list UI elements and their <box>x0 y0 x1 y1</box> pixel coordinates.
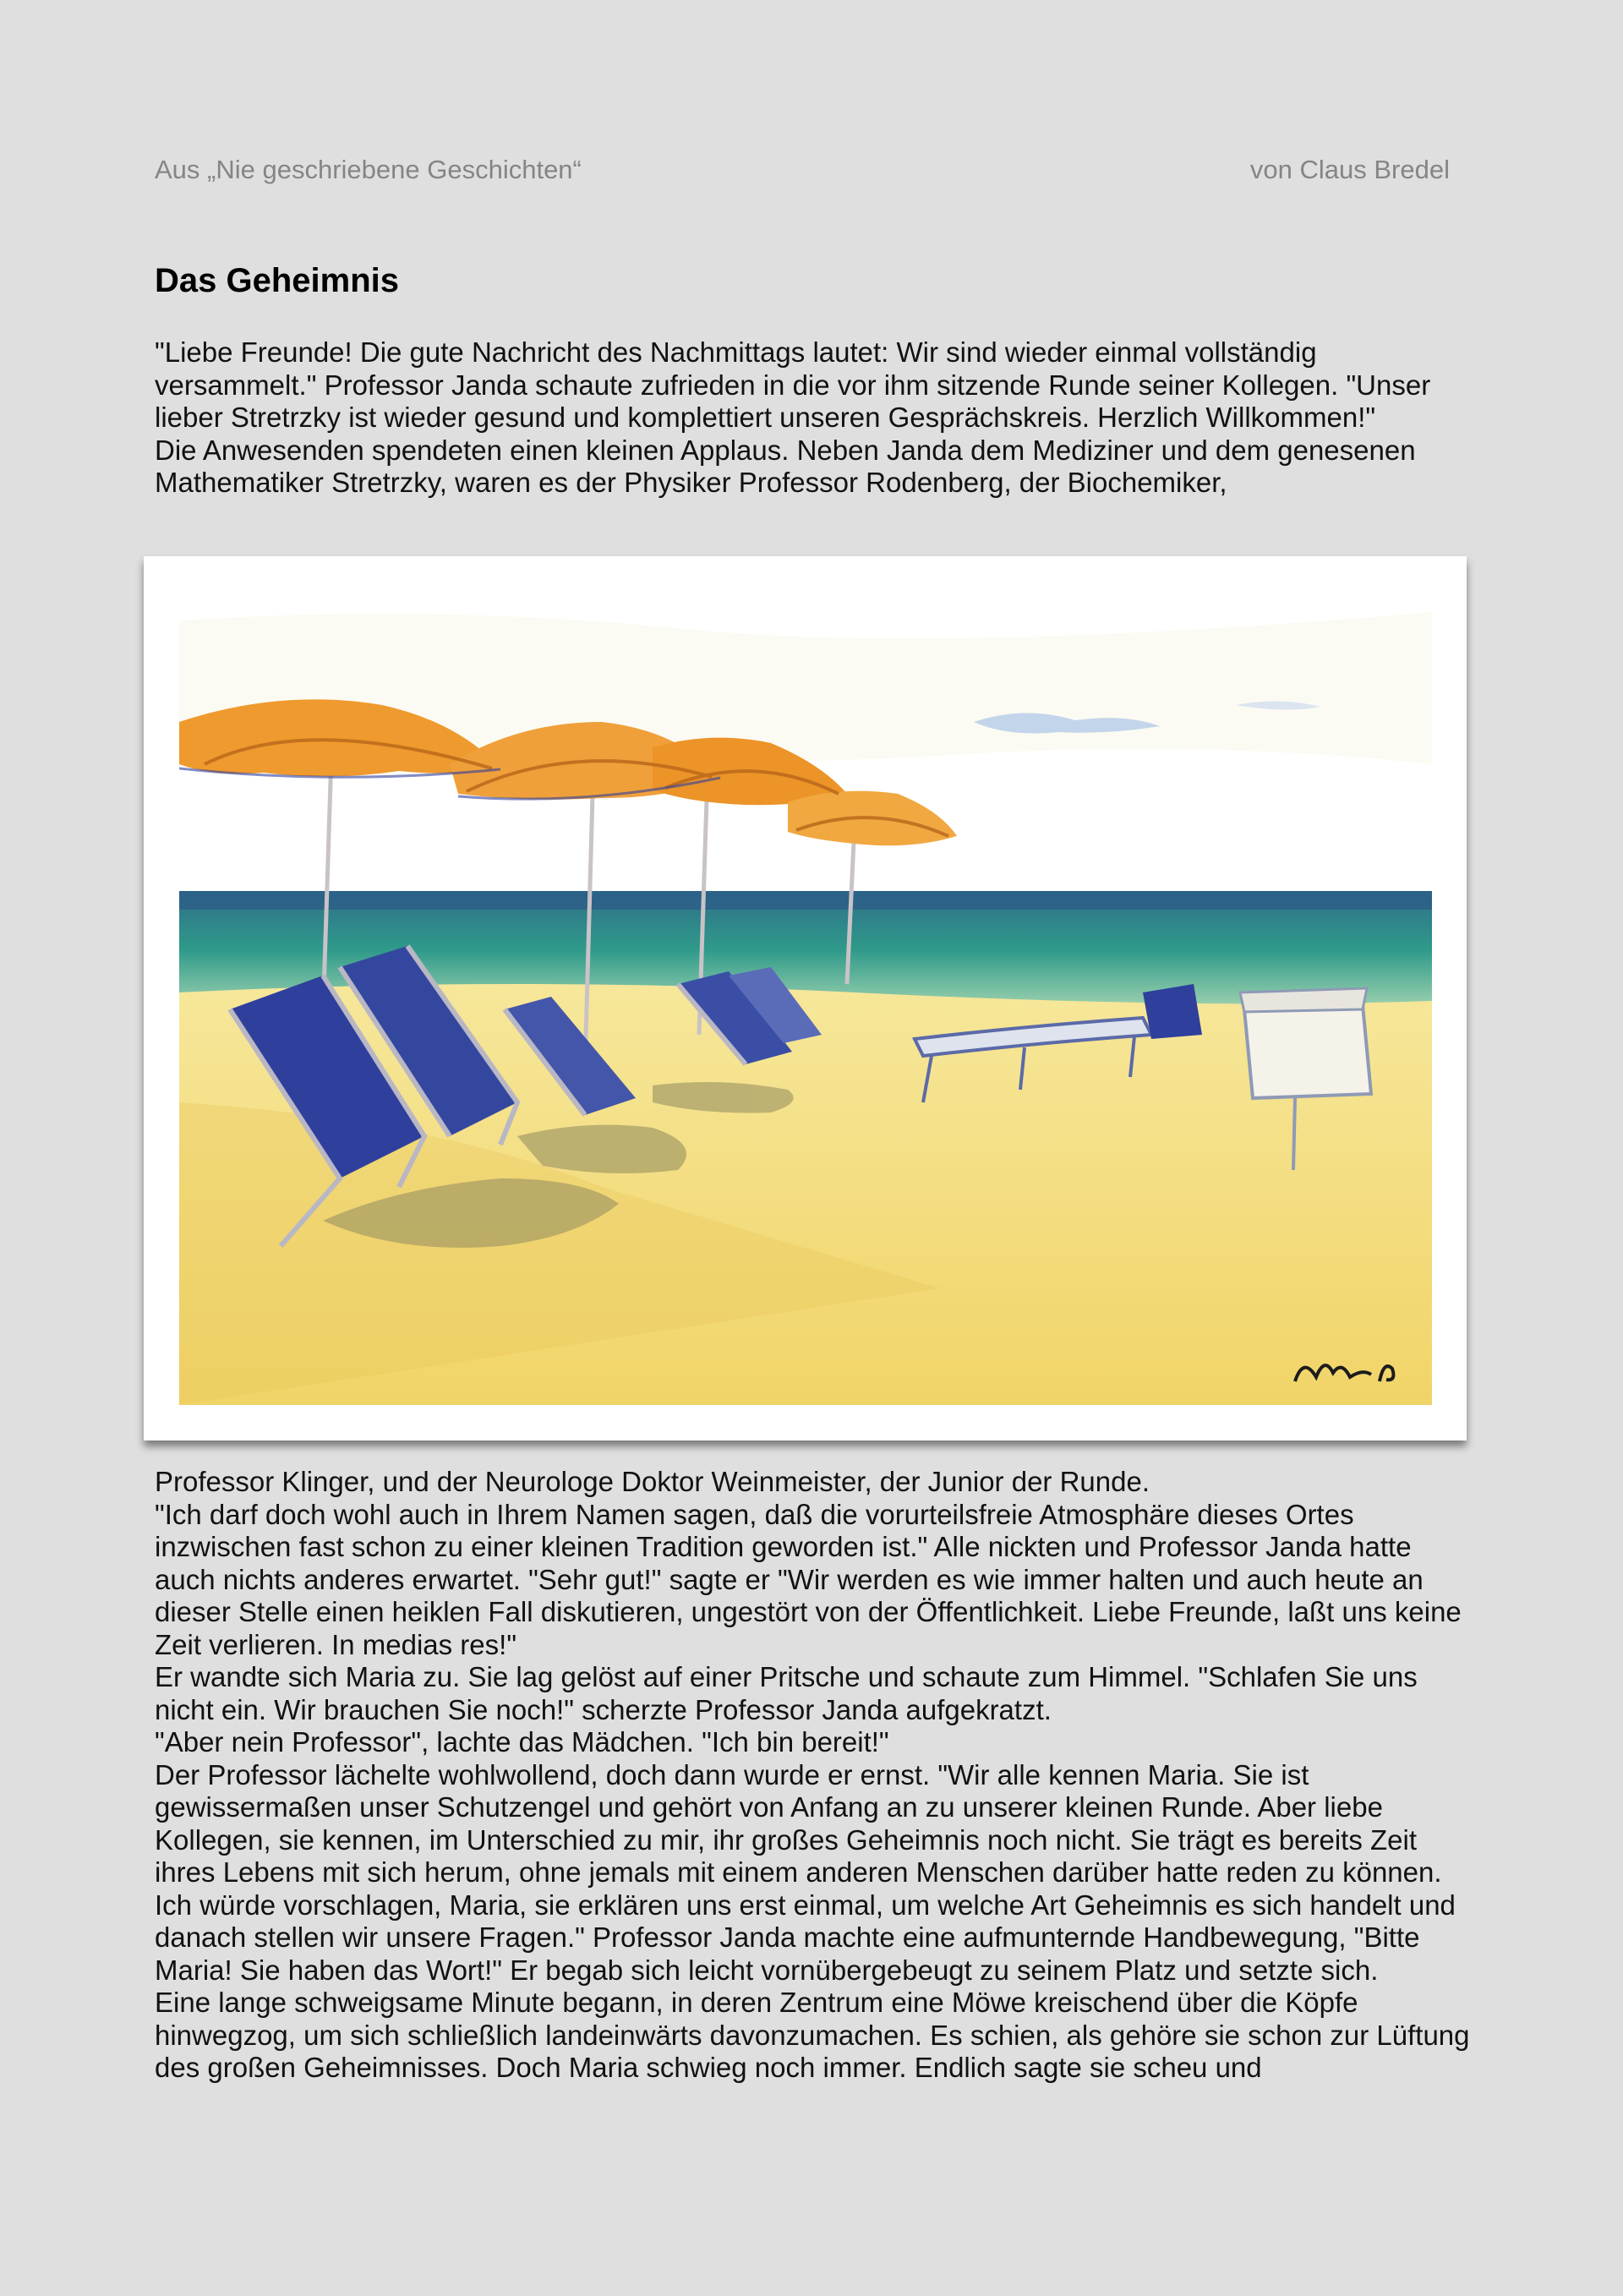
paragraph: Die Anwesenden spendeten einen kleinen Applaus. Neben Janda dem Mediziner und dem genesenen Mathematiker Stretrzky, waren es der Physiker Professor Rodenberg, der Biochemiker, <box>155 434 1416 498</box>
paragraph: Er wandte sich Maria zu. Sie lag gelöst auf einer Pritsche und schaute zum Himmel. "Schlafen Sie uns nicht ein. Wir brauchen Sie noch!" scherzte Professor Janda aufgekratzt. <box>155 1661 1418 1725</box>
paragraph: Der Professor lächelte wohlwollend, doch dann wurde er ernst. "Wir alle kennen Maria. Sie ist gewissermaßen unser Schutzengel und gehört von Anfang an zu unserer kleinen Runde. Aber liebe Kollegen, sie kennen, im Unterschied zu mir, ihr großes Geheimnis noch nicht. Sie trägt es bereits Zeit ihres Lebens mit sich herum, ohne jemals mit einem anderen Menschen darüber hatte reden zu können. Ich würde vorschlagen, Maria, sie erklären uns erst einmal, um welche Art Geheimnis es sich handelt und danach stellen wir unsere Fragen." Professor Janda machte eine aufmunternde Handbewegung, "Bitte Maria! Sie haben das Wort!" Er begab sich leicht vornübergebeugt zu seinem Platz und setzte sich. <box>155 1758 1456 1986</box>
story-title: Das Geheimnis <box>155 262 400 299</box>
book-source-label: Aus „Nie geschriebene Geschichten“ <box>155 155 582 184</box>
horizon-line <box>179 891 1432 910</box>
paragraph: "Aber nein Professor", lachte das Mädchen. "Ich bin bereit!" <box>155 1726 889 1758</box>
story-text-before-image <box>155 336 1473 500</box>
paragraph: Professor Klinger, und der Neurologe Doktor Weinmeister, der Junior der Runde. <box>155 1466 1150 1497</box>
illustration-frame <box>144 556 1467 1440</box>
paragraph: "Liebe Freunde! Die gute Nachricht des Nachmittags lautet: Wir sind wieder einmal vollständig versammelt." Professor Janda schaute zufrieden in die vor ihm sitzende Runde seiner Kollegen. "Unser lieber Stretrzky ist wieder gesund und komplettiert unseren Gesprächskreis. Herzlich Willkommen!" <box>155 336 1431 433</box>
paragraph: "Ich darf doch wohl auch in Ihrem Namen sagen, daß die vorurteilsfreie Atmosphäre dieses Ortes inzwischen fast schon zu einer kleinen Tradition geworden ist." Alle nickten und Professor Janda hatte auch nichts anderes erwartet. "Sehr gut!" sagte er "Wir werden es wie immer halten und auch heute an dieser Stelle einen heiklen Fall diskutieren, ungestört von der Öffentlichkeit. Liebe Freunde, laßt uns keine Zeit verlieren. In medias res!" <box>155 1498 1462 1660</box>
story-text-after-image <box>155 1466 1473 2085</box>
running-header <box>155 155 1450 185</box>
paragraph: Eine lange schweigsame Minute begann, in deren Zentrum eine Möwe kreischend über die Köpfe hinwegzog, um sich schließlich landeinwärts davonzumachen. Es schien, als gehöre sie schon zur Lüftung des großen Geheimnisses. Doch Maria schwieg noch immer. Endlich sagte sie scheu und <box>155 1987 1470 2083</box>
author-label: von Claus Bredel <box>1249 155 1450 184</box>
beach-watercolor-illustration <box>179 595 1432 1405</box>
